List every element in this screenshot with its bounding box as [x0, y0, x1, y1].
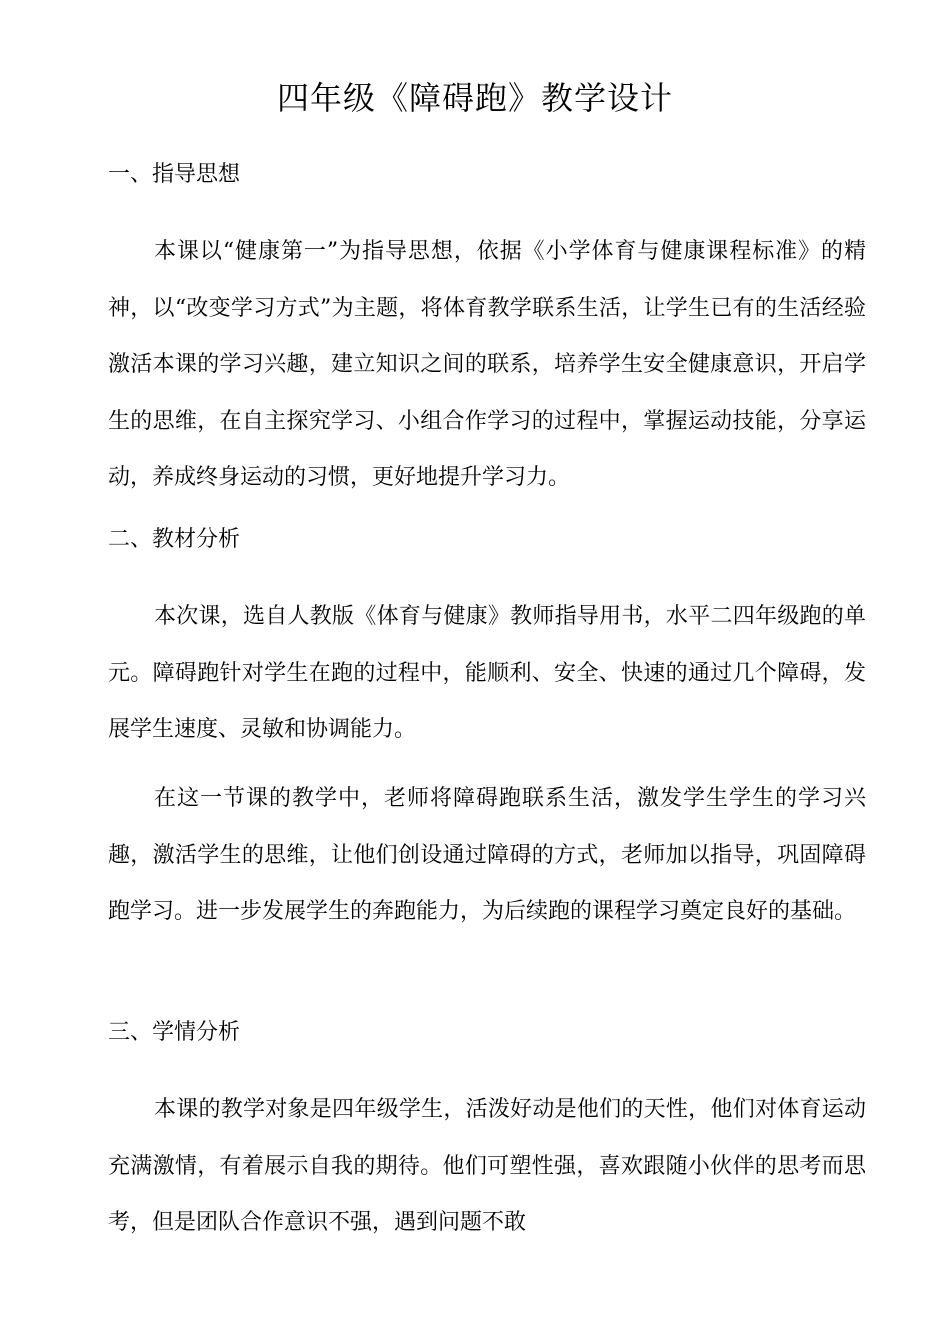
section-heading-material-analysis: 二、教材分析: [108, 527, 241, 552]
paragraph-material-analysis-2: 在这一节课的教学中，老师将障碍跑联系生活，激发学生学生的学习兴趣，激活学生的思维，让他们创设通过障碍的方式，老师加以指导，巩固障碍跑学习。进一步发展学生的奔跑能力，为后续跑的课程学习奠定良好的基础。: [108, 786, 866, 924]
paragraph-material-analysis-1: 本次课，选自人教版《体育与健康》教师指导用书，水平二四年级跑的单元。障碍跑针对学生在跑的过程中，能顺利、安全、快速的通过几个障碍，发展学生速度、灵敏和协调能力。: [108, 604, 866, 742]
document-title: 四年级《障碍跑》教学设计: [276, 79, 673, 117]
paragraph-student-analysis: 本课的教学对象是四年级学生，活泼好动是他们的天性，他们对体育运动充满激情，有着展示自我的期待。他们可塑性强，喜欢跟随小伙伴的思考而思考，但是团队合作意识不强，遇到问题不敢: [108, 1097, 866, 1235]
paragraph-guiding-ideology: 本课以“健康第一”为指导思想，依据《小学体育与健康课程标准》的精神，以“改变学习方式”为主题，将体育教学联系生活，让学生已有的生活经验激活本课的学习兴趣，建立知识之间的联系，培养学生安全健康意识，开启学生的思维，在自主探究学习、小组合作学习的过程中，掌握运动技能，分享运动，养成终身运动的习惯，更好地提升学习力。: [108, 239, 866, 490]
section-heading-guiding-ideology: 一、指导思想: [108, 162, 241, 187]
section-heading-student-analysis: 三、学情分析: [108, 1020, 241, 1045]
